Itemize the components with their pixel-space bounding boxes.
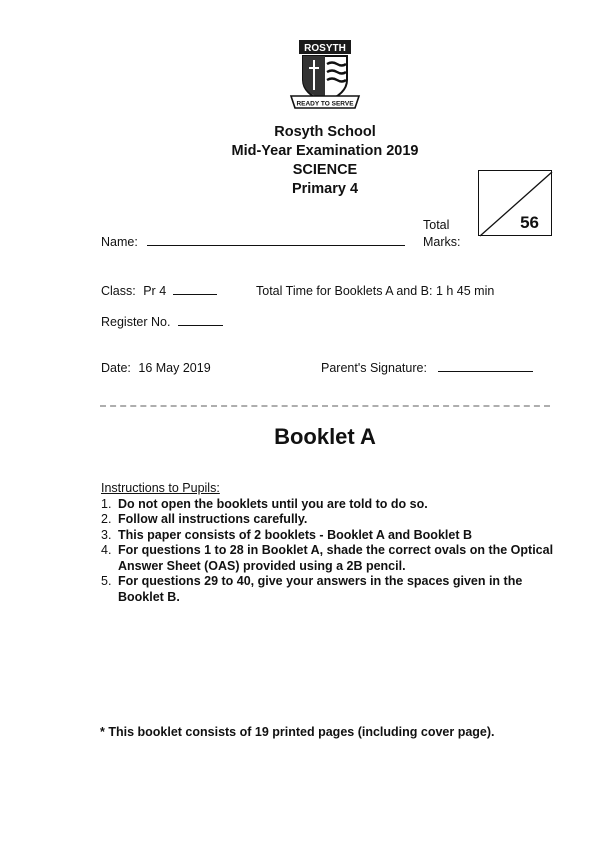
name-blank[interactable]: [147, 245, 405, 246]
instructions-list: [101, 497, 561, 606]
class-value: Pr 4: [143, 284, 167, 298]
total-marks-box: [478, 170, 552, 236]
signature-label: Parent's Signature:: [321, 361, 427, 375]
instructions-heading: Instructions to Pupils:: [101, 481, 220, 495]
marks-label: Marks:: [423, 235, 461, 249]
date-value: 16 May 2019: [138, 361, 211, 375]
instructions: [101, 481, 561, 605]
list-item: 4. For questions 1 to 28 in Booklet A, shade the correct ovals on the Optical Answer Sheet (OAS) provided using a 2B pencil.: [101, 543, 554, 573]
date-field: [101, 361, 211, 375]
list-item: 1. Do not open the booklets until you are told to do so.: [101, 496, 428, 511]
booklet-title: Booklet A: [274, 424, 376, 449]
crest-top-text: ROSYTH: [304, 43, 346, 54]
list-item: 2. Follow all instructions carefully.: [101, 512, 308, 526]
class-blank[interactable]: [173, 294, 217, 295]
name-field: [101, 235, 405, 249]
total-time: Total Time for Booklets A and B: 1 h 45 min: [256, 284, 495, 298]
diagonal-slash: [479, 171, 553, 237]
subject-title: SCIENCE: [292, 162, 358, 178]
class-label: Class:: [101, 284, 136, 298]
register-blank[interactable]: [178, 325, 223, 326]
total-label: Total: [423, 218, 450, 232]
register-label: Register No.: [101, 315, 171, 329]
list-item: 5. For questions 29 to 40, give your answers in the spaces given in the Booklet B.: [101, 574, 523, 604]
list-item: 3. This paper consists of 2 booklets - Booklet A and Booklet B: [101, 527, 472, 542]
signature-field: [321, 361, 533, 375]
crest-motto: READY TO SERVE: [296, 100, 354, 108]
register-field: [101, 315, 223, 329]
total-score: 56: [520, 213, 539, 232]
school-name: Rosyth School: [274, 124, 376, 140]
exam-title: Mid-Year Examination 2019: [231, 143, 419, 159]
level-title: Primary 4: [291, 181, 359, 197]
name-label: Name:: [101, 235, 138, 249]
class-field: [101, 284, 217, 298]
date-label: Date:: [101, 361, 131, 375]
dashed-divider: [100, 405, 550, 407]
signature-blank[interactable]: [438, 371, 533, 372]
page-count-note: * This booklet consists of 19 printed pages (including cover page).: [100, 725, 495, 739]
school-crest-icon: [289, 38, 361, 110]
